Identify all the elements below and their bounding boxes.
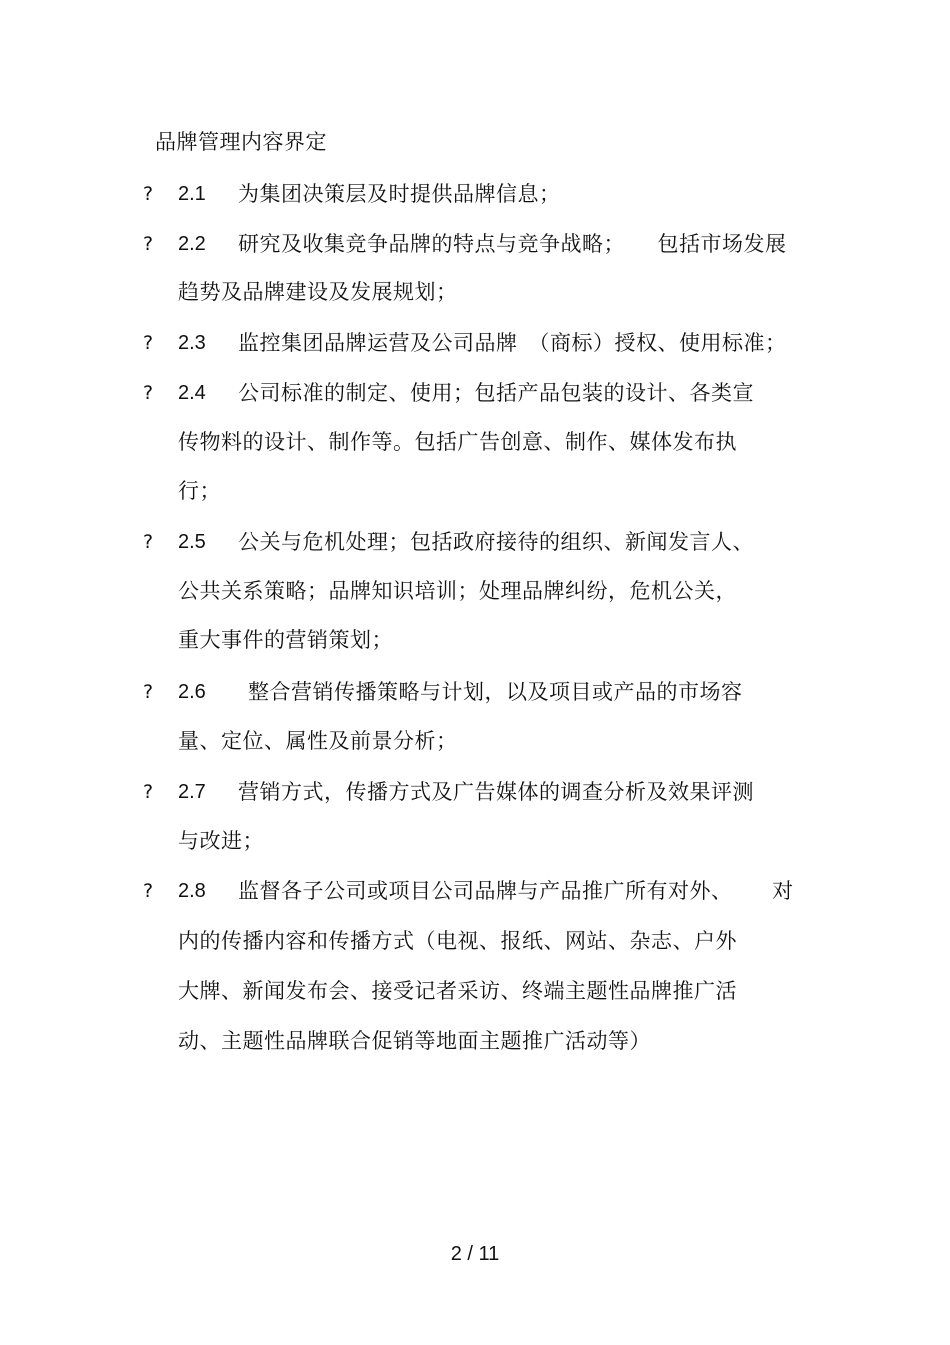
item-text-line: 公共关系策略；品牌知识培训；处理品牌纠纷，危机公关， [178,579,737,603]
item-number: 2.5 [178,531,206,553]
item-number: 2.1 [178,183,206,205]
bullet-glyph: ? [143,781,154,803]
bullet-glyph: ? [143,880,154,902]
item-text-line: 公关与危机处理；包括政府接待的组织、新闻发言人、 [238,530,754,554]
bullet-glyph: ? [143,681,154,703]
item-text-line: 公司标准的制定、使用；包括产品包装的设计、各类宣 [238,381,754,405]
item-number: 2.3 [178,332,206,354]
item-text-line: 行； [178,479,221,503]
item-text-line: 与改进； [178,829,264,853]
item-text-line: 大牌、新闻发布会、接受记者采访、终端主题性品牌推广活 [178,979,737,1003]
item-text-line: 重大事件的营销策划； [178,628,393,652]
bullet-glyph: ? [143,183,154,205]
item-text-line: 传物料的设计、制作等。包括广告创意、制作、媒体发布执 [178,430,737,454]
item-number: 2.7 [178,781,206,803]
item-text-line: 量、定位、属性及前景分析； [178,729,458,753]
item-text-line: 营销方式，传播方式及广告媒体的调查分析及效果评测 [238,780,754,804]
bullet-glyph: ? [143,233,154,255]
item-text-line: 监督各子公司或项目公司品牌与产品推广所有对外、 对 [238,879,794,903]
item-text-line: 趋势及品牌建设及发展规划； [178,280,458,304]
item-text-line: 监控集团品牌运营及公司品牌 （商标）授权、使用标准； [238,331,787,355]
bullet-glyph: ? [143,531,154,553]
section-heading: 品牌管理内容界定 [155,130,327,154]
item-number: 2.8 [178,880,206,902]
bullet-glyph: ? [143,332,154,354]
item-text-line: 为集团决策层及时提供品牌信息； [238,182,561,206]
item-number: 2.2 [178,233,206,255]
item-text-line: 内的传播内容和传播方式（电视、报纸、网站、杂志、户外 [178,929,737,953]
item-text-line: 整合营销传播策略与计划，以及项目或产品的市场容 [248,680,743,704]
item-number: 2.6 [178,681,206,703]
bullet-glyph: ? [143,382,154,404]
item-text-line: 研究及收集竞争品牌的特点与竞争战略； 包括市场发展 [238,232,787,256]
item-number: 2.4 [178,382,206,404]
item-text-line: 动、主题性品牌联合促销等地面主题推广活动等） [178,1029,651,1053]
page-number: 2 / 11 [450,1243,500,1265]
